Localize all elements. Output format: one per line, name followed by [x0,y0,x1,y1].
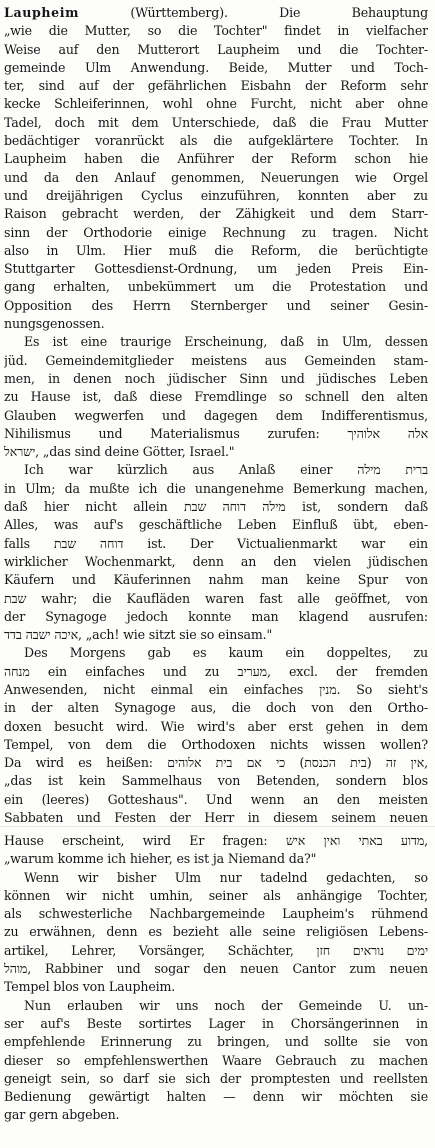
article-column-bottom [4,832,428,1125]
article-text-line: gemeinde Ulm Anwendung. Beide, Mutter und Toch- [4,59,428,75]
article-text-line: ישראל, „das sind deine Götter, Israel." [4,444,235,460]
article-text-line: gang erhalten, unbekümmert um die Protestation und [4,279,428,295]
article-text-line: gar gern abgeben. [4,1107,120,1123]
article-text-line: sinn der Orthodorie einige Rechnung zu tragen. Nicht [4,224,428,240]
article-text-line: Ich war kürzlich aus Anlaß einer ברית מילה [24,462,428,478]
article-text-line: in Ulm; da mußte ich die unangenehme Bemerkung machen, [4,480,428,496]
article-text-line: Wenn wir bisher Ulm nur tadelnd gedachten, so [24,869,428,885]
article-text-line: als schwesterliche Nachbargemeinde Laupheim's rühmend [4,906,428,922]
article-text-line: מנחה ein einfaches und zu מעריב, excl. der fremden [4,663,428,679]
article-text-line: in der alten Synagoge aus, die doch von den Ortho- [4,700,428,716]
article-text-line: können wir nicht umhin, seiner als anhängige Tochter, [4,887,428,903]
column-break [0,826,435,827]
article-text-line: nungsgenossen. [4,316,105,332]
article-text-line: איכה ישבה בדד, „ach! wie sitzt sie so einsam." [4,627,273,643]
article-text-line: Glauben wegwerfen und dagegen dem Indifferentismus, [4,407,428,423]
article-text-line: Tadel, doch mit dem Unterschiede, daß die Frau Mutter [4,114,428,130]
article-title: Laupheim [4,5,80,20]
article-text-line: Stuttgarter Gottesdienst-Ordnung, um jeden Preis Ein- [4,261,428,277]
article-heading-line [4,4,428,22]
article-text-line: Es ist eine traurige Erscheinung, daß in Ulm, dessen [24,334,428,350]
article-text-line: מוהל, Rabbiner und sogar den neuen Cantor zum neuen [4,961,428,977]
article-text-line: Hause erscheint, wird Er fragen: מדוע באתי ואין איש, [4,833,428,848]
article-text-line: zu Hause ist, daß diese Fremdlinge so schnell den alten [4,389,428,405]
article-text-line: Tempel, von dem die Orthodoxen nichts wissen wollen? [4,736,428,752]
article-text-line: jüd. Gemeindemitglieder meistens aus Gemeinden stam- [4,352,428,368]
article-text-line: wirklicher Wochenmarkt, denn an den vielen jüdischen [4,553,428,569]
article-text-line: also in Ulm. Hier muß die Reform, die berüchtigte [4,242,428,258]
article-text-line: „warum komme ich hieher, es ist ja Niemand da?" [4,851,317,867]
article-text-line: artikel, Lehrer, Vorsänger, Schächter, ימים נוראים חזן [4,942,428,958]
article-text-line: zu erwähnen, denn es bezieht alle seine religiösen Lebens- [4,924,428,940]
article-text-line: Da wird es heißen: אין זה (בית הכנסת) כי אם בית אלוהים, [4,755,428,771]
article-text-line: dieser so empfehlenswerthen Waare Gebrauch zu machen [4,1052,428,1068]
article-text-line: Sabbaten und Festen der Herr in diesem seinem neuen [4,810,428,826]
article-text-line: geneigt sein, so darf sie sich der promptesten und reellsten [4,1070,428,1086]
article-title-suffix: (Württemberg). Die Behauptung [130,5,428,20]
article-text-line: Käufern und Käuferinnen nahm man keine Spur von [4,572,428,588]
article-text-line: Opposition des Herrn Sternberger und seiner Gesin- [4,297,428,313]
article-text-line: der Synagoge jedoch konnte man klagend ausrufen: [4,608,428,624]
article-text-line: „wie die Mutter, so die Tochter" findet in vielfacher [4,23,428,39]
article-text-line: „das ist kein Sammelhaus von Betenden, sondern blos [4,773,428,789]
article-text-line: Des Morgens gab es kaum ein doppeltes, zu [24,645,428,661]
article-text-line: bedächtiger voranrückt als die aufgeklärtere Tochter. In [4,133,428,149]
article-text-line: Anwesenden, nicht einmal ein einfaches מנין. So sieht's [4,681,428,697]
article-text-line: men, in denen noch jüdischer Sinn und jüdisches Leben [4,370,428,386]
article-text-line: Laupheim haben die Anführer der Reform schon hie [4,151,428,167]
article-text-line: kecke Schleiferinnen, wohl ohne Furcht, nicht aber ohne [4,96,428,112]
article-text-line: ter, sind auf der gefährlichen Eisbahn der Reform sehr [4,78,428,94]
article-text-line: Nihilismus und Materialismus zurufen: אלה אלוהיך [4,425,428,441]
article-text-line: und dreijährigen Cyclus einzuführen, konnten aber zu [4,187,428,203]
article-text-line: שבת wahr; die Kaufläden waren fast alle geöffnet, von [4,590,428,606]
article-text-line: daß hier nicht allein מילה דוחה שבת ist, sondern daß [4,499,428,515]
article-text-line: falls דוחה שבת ist. Der Victualienmarkt war ein [4,535,428,551]
article-text-line: doxen besucht wird. Wie wird's aber erst gehen in dem [4,718,428,734]
article-text-line: und da den Anlauf genommen, Neuerungen wie Orgel [4,169,428,185]
article-text-line: ein (leeres) Gotteshaus". Und wenn an den meisten [4,791,428,807]
article-text-line: Bedienung gewärtigt halten — denn wir möchten sie [4,1089,428,1105]
article-text-line: Raison gebracht werden, der Zähigkeit und dem Starr- [4,206,428,222]
article-column-top [4,4,428,827]
article-text-line: Weise auf den Mutterort Laupheim und die Tochter- [4,41,428,57]
article-text-line: Alles, was auf's geschäftliche Leben Einfluß übt, eben- [4,517,428,533]
article-text-line: empfehlende Erinnerung zu bringen, und sollte sie von [4,1034,428,1050]
article-text-line: Tempel blos von Laupheim. [4,979,176,995]
article-text-line: Nun erlauben wir uns noch der Gemeinde U. un- [24,997,428,1013]
article-text-line: ser auf's Beste sortirtes Lager in Chorsängerinnen in [4,1015,428,1031]
